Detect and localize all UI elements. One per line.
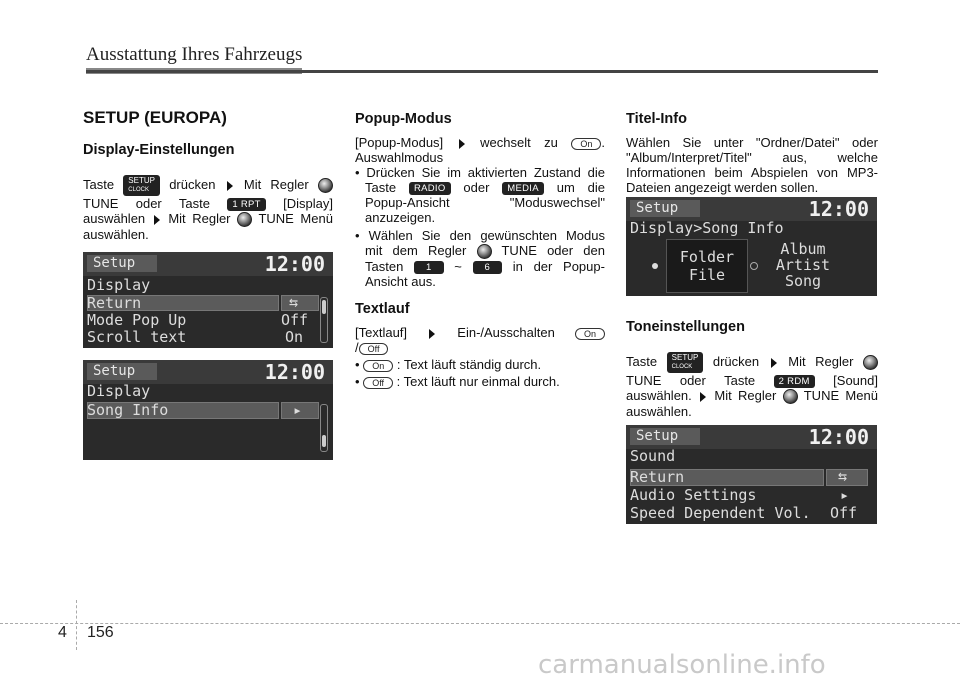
- arrow-right-icon: [429, 329, 435, 339]
- text: : Text läuft nur einmal durch.: [396, 374, 560, 390]
- tune-knob-icon: [237, 212, 252, 227]
- tune-knob-icon: [477, 244, 492, 259]
- option-album-artist-song: Album Artist Song: [775, 240, 831, 290]
- footer-divider: [76, 600, 77, 650]
- text: wechselt zu: [480, 135, 558, 150]
- text: auswählen.: [626, 388, 692, 404]
- display-screen-1: [83, 252, 333, 348]
- header-rule: [86, 70, 878, 73]
- text: Taste: [626, 353, 658, 369]
- preset-1-key: 1: [414, 261, 444, 274]
- text: TUNE Menü: [803, 388, 878, 404]
- column-3b: [626, 320, 878, 419]
- screen-tab: Setup: [630, 428, 700, 445]
- text: in der Popup-: [512, 259, 605, 275]
- text: TUNE oder Taste: [83, 196, 210, 211]
- text: TUNE oder den: [501, 243, 605, 259]
- menu-value: Off: [281, 311, 309, 329]
- scrollbar: [320, 404, 328, 452]
- screen-title: Sound: [630, 447, 676, 465]
- setup-clock-key: SETUP CLOCK: [123, 175, 160, 196]
- text: Ein-/Ausschalten: [457, 325, 555, 341]
- text: Dateien angezeigt werden sollen.: [626, 180, 819, 195]
- toneinstellungen-title: Toneinstellungen: [626, 319, 745, 335]
- screen-title: Display: [87, 276, 151, 294]
- text: [Textlauf]: [355, 325, 408, 341]
- tune-knob-icon: [318, 178, 333, 193]
- menu-row-return: Return: [87, 294, 142, 312]
- display-screen-2: [83, 360, 333, 460]
- display-screen-4: [626, 425, 877, 524]
- menu-value: On: [285, 328, 304, 346]
- menu-row-scroll-text: Scroll text: [87, 328, 187, 346]
- chapter-number: 4: [58, 624, 67, 641]
- menu-value: Off: [830, 504, 858, 522]
- text: "Moduswechsel": [509, 195, 605, 211]
- screen-tab: Setup: [87, 363, 157, 380]
- arrow-right-icon: [154, 215, 160, 225]
- screen-clock: 12:00: [808, 197, 869, 221]
- text: Mit Regler: [243, 176, 309, 192]
- setup-clock-key: SETUP CLOCK: [667, 352, 704, 373]
- text: [Popup-Modus]: [355, 135, 444, 150]
- arrow-right-icon: [227, 181, 233, 191]
- screen-tab: Setup: [87, 255, 157, 272]
- text: Taste: [83, 176, 115, 192]
- text: TUNE Menü: [258, 211, 333, 227]
- radio-key: RADIO: [409, 182, 451, 195]
- text: auswählen: [83, 211, 146, 227]
- section-title: SETUP (EUROPA): [83, 108, 227, 127]
- text: Wählen Sie unter "Ordner/Datei" oder: [626, 135, 878, 150]
- on-key: On: [571, 138, 601, 150]
- text: um die: [556, 180, 605, 195]
- preset-6-key: 6: [473, 261, 503, 274]
- column-2: [355, 112, 605, 389]
- return-icon: ⇆: [838, 467, 848, 485]
- screen-tab: Setup: [630, 200, 700, 217]
- text: Taste: [365, 180, 397, 195]
- screen-clock: 12:00: [264, 252, 325, 276]
- tune-knob-icon: [863, 355, 878, 370]
- menu-row-mode-pop-up: Mode Pop Up: [87, 311, 187, 329]
- chevron-right-icon: ▸: [293, 401, 303, 419]
- column-3: [626, 112, 878, 195]
- off-key: Off: [363, 377, 393, 389]
- header-title: Ausstattung Ihres Fahrzeugs: [86, 44, 303, 65]
- text: [Display]: [283, 196, 333, 211]
- popup-title: Popup-Modus: [355, 111, 452, 127]
- text: drücken: [169, 176, 216, 192]
- text: • Drücken Sie im aktivierten Zustand die: [355, 165, 605, 180]
- text: Mit Regler: [714, 388, 777, 404]
- text: Mit Regler: [788, 353, 854, 369]
- screen-title: Display>Song Info: [630, 219, 784, 237]
- display-screen-3: [626, 197, 877, 296]
- text: drücken: [712, 353, 760, 369]
- arrow-right-icon: [459, 139, 465, 149]
- menu-row-audio-settings: Audio Settings: [630, 486, 757, 504]
- scrollbar: [320, 297, 328, 343]
- radio-selected-icon: [652, 263, 658, 269]
- on-key: On: [363, 360, 393, 372]
- text: "Album/Interpret/Titel" aus, welche: [626, 150, 878, 165]
- option-folder-file: Folder File: [666, 239, 748, 293]
- return-icon: ⇆: [289, 293, 299, 311]
- page-number: 156: [87, 624, 114, 641]
- arrow-right-icon: [771, 358, 777, 368]
- footer-rule: [0, 623, 960, 624]
- watermark: carmanualsonline.info: [538, 650, 826, 680]
- titel-info-title: Titel-Info: [626, 111, 687, 127]
- text: /: [355, 340, 359, 356]
- rdm-key: 2 RDM: [774, 375, 815, 388]
- text: Mit Regler: [168, 211, 231, 227]
- text: • Wählen Sie den gewünschten Modus: [355, 228, 605, 244]
- text: auswählen.: [83, 227, 149, 243]
- text: mit dem Regler: [365, 243, 467, 259]
- menu-row-speed-dependent-vol: Speed Dependent Vol.: [630, 504, 811, 522]
- text: •: [355, 357, 360, 373]
- media-key: MEDIA: [502, 182, 544, 195]
- text: Popup-Ansicht: [365, 195, 450, 211]
- screen-clock: 12:00: [808, 425, 869, 449]
- column-1: [83, 110, 333, 242]
- arrow-right-icon: [700, 392, 706, 402]
- text: [Sound]: [833, 373, 878, 388]
- tune-knob-icon: [783, 389, 798, 404]
- screen-clock: 12:00: [264, 360, 325, 384]
- textlauf-title: Textlauf: [355, 301, 410, 318]
- text: Auswahlmodus: [355, 150, 444, 165]
- text: TUNE oder Taste: [626, 373, 756, 388]
- text: .: [601, 135, 605, 150]
- menu-row-song-info: Song Info: [87, 401, 169, 419]
- text: anzuzeigen.: [365, 210, 436, 226]
- text: auswählen.: [626, 404, 692, 420]
- text: oder: [463, 180, 490, 195]
- text: ~: [454, 259, 462, 275]
- text: : Text läuft ständig durch.: [396, 357, 542, 373]
- off-key: Off: [359, 343, 389, 355]
- text: •: [355, 374, 360, 390]
- menu-row-return: Return: [630, 468, 685, 486]
- radio-unselected-icon: [750, 262, 758, 270]
- text: Informationen beim Abspielen von MP3-: [626, 165, 878, 180]
- text: Ansicht aus.: [365, 274, 436, 290]
- screen-title: Display: [87, 382, 151, 400]
- rpt-key: 1 RPT: [227, 198, 265, 211]
- section-subtitle: Display-Einstellungen: [83, 142, 235, 158]
- chevron-right-icon: ▸: [840, 486, 850, 504]
- on-key: On: [575, 328, 605, 340]
- text: Tasten: [365, 259, 404, 275]
